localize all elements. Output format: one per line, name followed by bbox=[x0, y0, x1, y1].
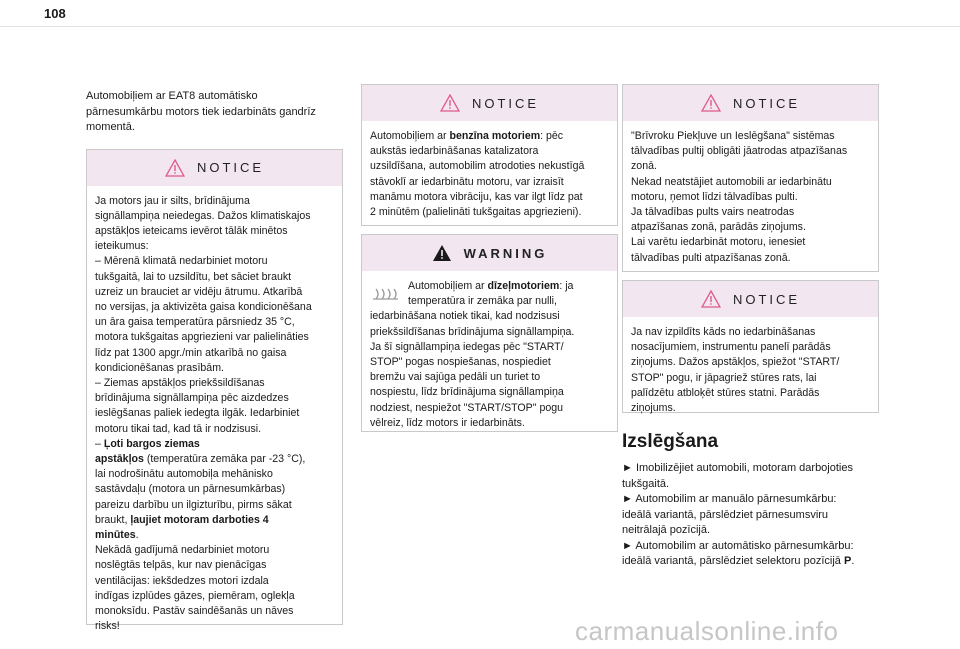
notice-box bbox=[622, 280, 879, 413]
step-line: ideālā variantā, pārslēdziet selektoru pozīcijā P. bbox=[622, 555, 855, 567]
column-middle bbox=[361, 84, 618, 432]
notice-label: NOTICE bbox=[732, 95, 801, 111]
section-title: Izslēgšana bbox=[622, 431, 719, 452]
step-line: ► Imobilizējiet automobili, motoram darbojoties bbox=[622, 462, 853, 474]
notice-triangle-icon bbox=[701, 290, 721, 308]
shutdown-section bbox=[622, 431, 879, 570]
warning-header bbox=[362, 235, 617, 271]
notice-header bbox=[362, 85, 617, 121]
intro-line: momentā. bbox=[86, 121, 135, 133]
column-left bbox=[86, 89, 343, 633]
notice-text: Automobiļiem ar benzīna motoriem: pēc aukstās iedarbināšanas katalizatora uzsildīšana, automobilim atrodoties nekustīgā stāvoklī ar iedarbinātu motoru, var izraisīt manāmu motora vibrāciju, kas var ilgt līdz pat 2 minūtēm (palielināti tukšgaitas apgriezieni). bbox=[370, 130, 585, 219]
notice-body bbox=[623, 317, 878, 425]
warning-label: WARNING bbox=[463, 245, 548, 261]
intro-line: pārnesumkārbu motors tiek iedarbināts gandrīz bbox=[86, 105, 316, 118]
notice-header bbox=[87, 150, 342, 186]
header-divider bbox=[0, 26, 960, 27]
page-number: 108 bbox=[44, 6, 66, 21]
notice-body bbox=[623, 121, 878, 275]
notice-text: "Brīvroku Piekļuve un Ieslēgšana" sistēmas tālvadības pultij obligāti jāatrodas atpazīšanas zonā. Nekad neatstājiet automobili ar iedarbinātu motoru, ņemot līdzi tālvadības pulti. Ja tālvadības pults vairs neatrodas atpazīšanas zonā, parādās ziņojums. Lai varētu iedarbināt motoru, ienesiet tālvadības pulti atpazīšanas zonā. bbox=[631, 130, 848, 264]
warning-triangle-icon bbox=[432, 244, 452, 262]
notice-text: Ja motors jau ir silts, brīdinājuma signāllampiņa neiedegas. Dažos klimatiskajos apstākļos ieteicams ievērot tālāk minētos ieteikumus: – Mērenā klimatā nedarbiniet motoru tukšgaitā, lai to uzsildītu, bet sāciet braukt uzreiz un brauciet ar vidēju ātrumu. Atkarībā no versijas, ja aktivizēta gaisa kondicionēšana un āra gaisa temperatūra pārsniedz 35 °C, motora tukšgaitas apgriezieni var palielināties līdz pat 1300 apgr./min atkarībā no gaisa kondicionēšanas prasībām. – Ziemas apstākļos priekšsildīšanas brīdinājuma signāllampiņa pēc aizdedzes ieslēgšanas paliek iedegta ilgāk. Iedarbiniet motoru tikai tad, kad tā ir nodzisusi. – Ļoti bargos ziemas apstākļos (temperatūra zemāka par -23 °C), lai nodrošinātu automobiļa mehānisko sastāvdaļu (motora un pārnesumkārbas) pareizu darbību un ilgizturību, pirms sākat braukt, ļaujiet motoram darboties 4 minūtes. Nekādā gadījumā nedarbiniet motoru noslēgtās telpās, kur nav pienācīgas ventilācijas: iekšdedzes motori izdala indīgas izplūdes gāzes, piemēram, oglekļa monoksīdu. Pastāv saindēšanās un nāves risks! bbox=[95, 194, 312, 633]
notice-body bbox=[362, 121, 617, 229]
notice-box bbox=[86, 149, 343, 633]
notice-header bbox=[623, 281, 878, 317]
step-line: tukšgaitā. bbox=[622, 477, 670, 490]
watermark: carmanualsonline.info bbox=[575, 616, 839, 646]
notice-triangle-icon bbox=[701, 94, 721, 112]
intro-paragraph bbox=[86, 89, 343, 136]
shutdown-steps bbox=[622, 461, 879, 570]
notice-label: NOTICE bbox=[732, 291, 801, 307]
glow-plug-icon bbox=[370, 287, 400, 301]
notice-triangle-icon bbox=[165, 159, 185, 177]
notice-box bbox=[622, 84, 879, 272]
notice-body bbox=[87, 186, 342, 644]
warning-box bbox=[361, 234, 618, 432]
notice-label: NOTICE bbox=[471, 95, 540, 111]
notice-triangle-icon bbox=[440, 94, 460, 112]
step-line: ideālā variantā, pārslēdziet pārnesumsviru bbox=[622, 508, 829, 521]
notice-header bbox=[623, 85, 878, 121]
step-line: ► Automobilim ar manuālo pārnesumkārbu: bbox=[622, 493, 837, 505]
column-right bbox=[622, 84, 879, 570]
intro-line: Automobiļiem ar EAT8 automātisko bbox=[86, 90, 258, 102]
notice-text: Ja nav izpildīts kāds no iedarbināšanas nosacījumiem, instrumentu panelī parādās ziņojums. Dažos apstākļos, spiežot "START/ STOP" pogu, ir jāpagriež stūres rats, lai palīdzētu atbloķēt stūres statni. Parādās ziņojums. bbox=[631, 326, 840, 415]
notice-label: NOTICE bbox=[196, 160, 265, 175]
warning-text: Automobiļiem ar dīzeļmotoriem: ja temperatūra ir zemāka par nulli, iedarbināšana notiek tikai, kad nodzisusi priekšsildīšanas brīdinājuma signāllampiņa. Ja šī signāllampiņa iedegas pēc "START/ STOP" pogas nospiešanas, nospiediet bremžu vai sajūga pedāli un turiet to nospiestu, līdz brīdinājuma signāllampiņa nodziest, nespiežot "START/STOP" pogu vēlreiz, līdz motors ir iedarbināts. bbox=[370, 280, 575, 429]
notice-box bbox=[361, 84, 618, 226]
step-line: neitrālajā pozīcijā. bbox=[622, 524, 711, 536]
warning-body bbox=[362, 271, 617, 440]
step-line: ► Automobilim ar automātisko pārnesumkārbu: bbox=[622, 539, 854, 552]
